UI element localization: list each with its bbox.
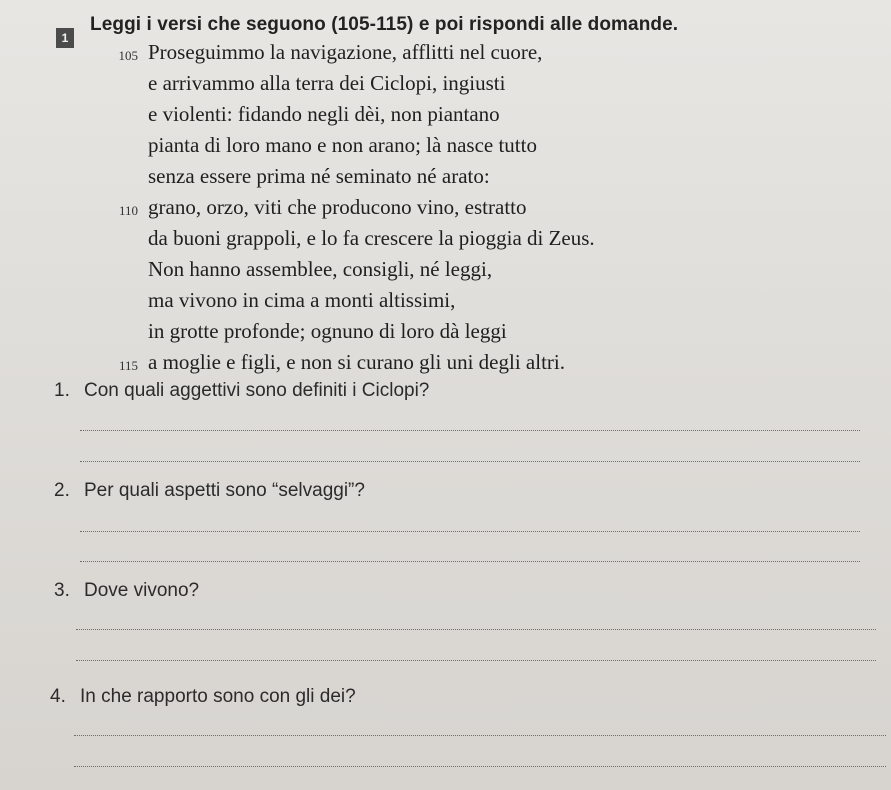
question [54,480,365,502]
answer-line[interactable] [74,735,886,736]
verse-line [0,102,891,130]
verse-line [0,226,891,254]
verse-text: pianta di loro mano e non arano; là nasce tutto [148,133,537,157]
question [54,380,429,402]
verse-text: da buoni grappoli, e lo fa crescere la pioggia di Zeus. [148,226,595,250]
answer-line[interactable] [80,430,860,431]
question-number: 4. [50,686,66,707]
verse-number: 105 [118,48,138,63]
verse-text: e arrivammo alla terra dei Ciclopi, ingiusti [148,71,506,95]
question [54,580,199,602]
verse-line [0,350,891,378]
question-number: 2. [54,480,70,501]
answer-line[interactable] [80,531,860,532]
question-text: Con quali aggettivi sono definiti i Ciclopi? [84,380,430,401]
verse-line [0,40,891,68]
verse-line [0,71,891,99]
verse-text: Non hanno assemblee, consigli, né leggi, [148,257,493,281]
question-text: Dove vivono? [84,580,200,601]
verse-text: in grotte profonde; ognuno di loro dà leggi [148,319,507,343]
answer-line[interactable] [80,461,860,462]
verse-line [0,288,891,316]
question-number: 3. [54,580,70,601]
verse-line [0,257,891,285]
question-number: 1. [54,380,70,401]
question [50,686,356,708]
answer-line[interactable] [76,660,876,661]
verse-text: senza essere prima né seminato né arato: [148,164,490,188]
verse-text: ma vivono in cima a monti altissimi, [148,288,456,312]
verse-text: Proseguimmo la navigazione, afflitti nel cuore, [148,40,543,64]
verse-line [0,133,891,161]
verse-text: e violenti: fidando negli dèi, non piantano [148,102,500,126]
verse-number: 115 [118,358,138,373]
answer-line[interactable] [80,561,860,562]
answer-line[interactable] [76,629,876,630]
verse-number: 110 [118,203,138,218]
exercise-number-badge: 1 [56,28,74,48]
exercise-instruction: Leggi i versi che seguono (105-115) e poi rispondi alle domande. [90,14,679,35]
verse-line [0,195,891,223]
verse-text: grano, orzo, viti che producono vino, estratto [148,195,527,219]
verse-line [0,319,891,347]
answer-line[interactable] [74,766,886,767]
verse-text: a moglie e figli, e non si curano gli uni degli altri. [148,350,565,374]
question-text: In che rapporto sono con gli dei? [80,686,356,707]
verse-line [0,164,891,192]
question-text: Per quali aspetti sono “selvaggi”? [84,480,365,501]
